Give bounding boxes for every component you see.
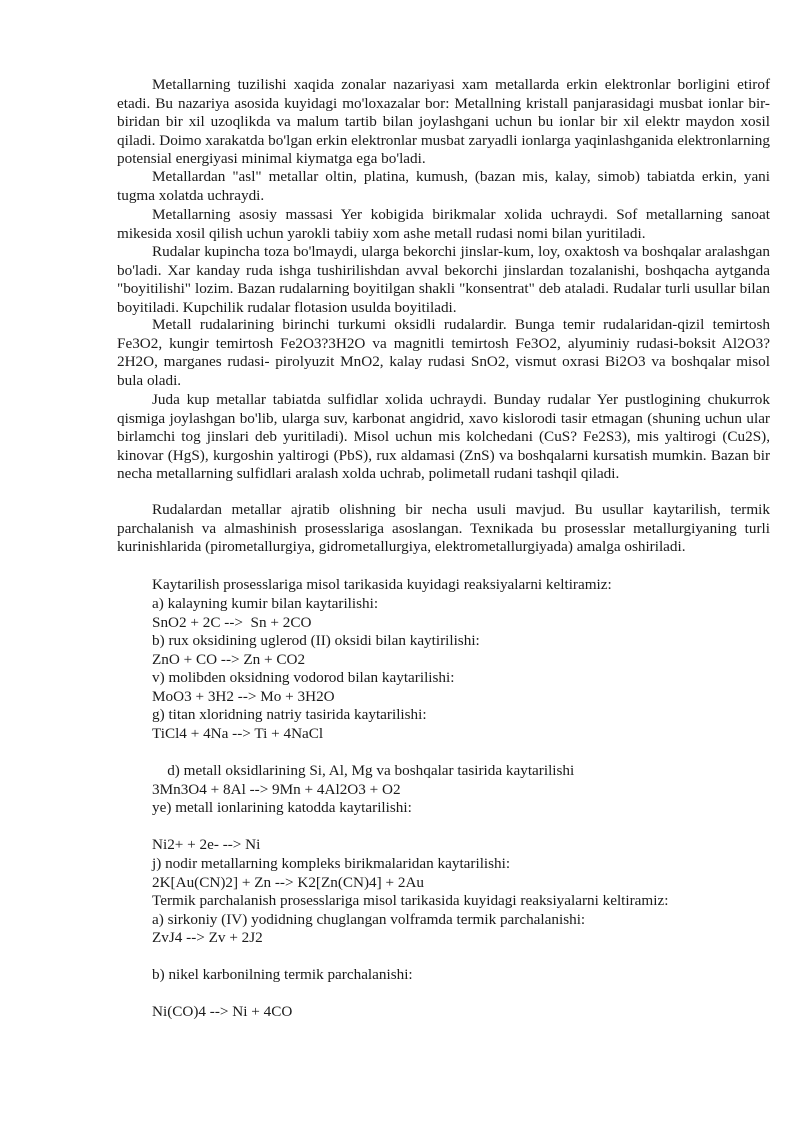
formula-line: 2K[Au(CN)2] + Zn --> K2[Zn(CN)4] + 2Au — [152, 874, 425, 891]
paragraph-7 — [117, 501, 770, 557]
formula-line: SnO2 + 2C --> Sn + 2CO — [152, 614, 312, 631]
paragraph-4 — [117, 243, 770, 317]
paragraph-5 — [117, 316, 770, 390]
paragraph-2 — [117, 168, 770, 205]
text-line: d) metall oksidlarining Si, Al, Mg va boshqalar tasirida kaytarilishi — [152, 762, 575, 779]
text-line: j) nodir metallarning kompleks birikmalaridan kaytarilishi: — [152, 855, 511, 872]
formula-line: TiCl4 + 4Na --> Ti + 4NaCl — [152, 725, 324, 742]
paragraph-text: Juda kup metallar tabiatda sulfidlar xolida uchraydi. Bunday rudalar Yer pustlogining chukurrok qismiga joylashgan bo'lib, ularga suv, karbonat angidrid, xavo kislorodi tasir etmagan (shuning uchun ular birlamchi tog jinslari deb yuritiladi). Misol uchun mis kolchedani (CuS? Fe2S3), mis yaltirogi (Cu2S), kinovar (HgS), kurgoshin yaltirogi (PbS), rux aldamasi (ZnS) va boshqalarni kursatish mumkin. Bazan bir necha metallarning sulfidlari aralash xolda uchrab, polimetall rudani tashqil qiladi. — [117, 391, 770, 482]
formula-line: MoO3 + 3H2 --> Mo + 3H2O — [152, 688, 335, 705]
text-line: Termik parchalanish prosesslariga misol tarikasida kuyidagi reaksiyalarni keltiramiz: — [152, 892, 669, 909]
text-line: Kaytarilish prosesslariga misol tarikasida kuyidagi reaksiyalarni keltiramiz: — [152, 576, 612, 593]
formula-line: Ni2+ + 2e- --> Ni — [152, 836, 261, 853]
paragraph-6 — [117, 391, 770, 484]
formula-line: Ni(CO)4 --> Ni + 4CO — [152, 1003, 293, 1020]
paragraph-3 — [117, 206, 770, 243]
text-line: a) sirkoniy (IV) yodidning chuglangan volframda termik parchalanishi: — [152, 911, 586, 928]
formula-line: ZvJ4 --> Zv + 2J2 — [152, 929, 263, 946]
paragraph-text: Rudalar kupincha toza bo'lmaydi, ularga bekorchi jinslar-kum, loy, oxaktosh va boshqalar aralashgan bo'ladi. Xar kanday ruda ishga tushirilishdan avval bekorchi jinslardan tozalanishi, boshqacha aytganda "boyitilishi" lozim. Bazan rudalarning boyitilgan shakli "konsentrat" deb ataladi. Rudalar turli usullar bilan boyitiladi. Kupchilik rudalar flotasion usulda boyitiladi. — [117, 243, 770, 316]
paragraph-text: Metall rudalarining birinchi turkumi oksidli rudalardir. Bunga temir rudalaridan-qizil temirtosh Fe3O2, kungir temirtosh Fe2O3?3H2O va magnitli temirtosh Fe3O2, alyuminiy rudasi-boksit Al2O3?2H2O, marganes rudasi- pirolyuzit MnO2, kalay rudasi SnO2, vismut oxrasi Bi2O3 va boshqalar misol bula oladi. — [117, 316, 770, 389]
formula-line: ZnO + CO --> Zn + CO2 — [152, 651, 306, 668]
formula-line: 3Mn3O4 + 8Al --> 9Mn + 4Al2O3 + O2 — [152, 781, 401, 798]
text-line: b) rux oksidining uglerod (II) oksidi bilan kaytirilishi: — [152, 632, 480, 649]
text-line: a) kalayning kumir bilan kaytarilishi: — [152, 595, 379, 612]
paragraph-text: Metallarning tuzilishi xaqida zonalar nazariyasi xam metallarda erkin elektronlar borligini etirof etadi. Bu nazariya asosida kuyidagi mo'loxazalar bor: Metallning kristall panjarasidagi musbat ionlar bir-biridan bir xil uzoqlikda va malum tartib bilan joylashgani uchun bu ionlar bir xil elektr maydon xosil qiladi. Doimo xarakatda bo'lgan erkin elektronlar musbat zaryadli ionlarga yaqinlashganida elektronlarning potensial energiyasi minimal kiymatga ega bo'ladi. — [117, 76, 770, 167]
text-line: v) molibden oksidning vodorod bilan kaytarilishi: — [152, 669, 455, 686]
paragraph-text: Rudalardan metallar ajratib olishning bir necha usuli mavjud. Bu usullar kaytarilish, termik parchalanish va almashinish prosesslariga asoslangan. Texnikada bu prosesslar metallurgiyaning turli kurinishlarida (pirometallurgiya, gidrometallurgiya, elektrometallurgiyada) amalga oshiriladi. — [117, 501, 770, 555]
text-line: ye) metall ionlarining katodda kaytarilishi: — [152, 799, 412, 816]
paragraph-1 — [117, 76, 770, 169]
text-line: g) titan xloridning natriy tasirida kaytarilishi: — [152, 706, 427, 723]
text-line: b) nikel karbonilning termik parchalanishi: — [152, 966, 413, 983]
paragraph-text: Metallarning asosiy massasi Yer kobigida birikmalar xolida uchraydi. Sof metallarning sanoat mikesida xosil qilish uchun yarokli tabiiy xom ashe metall rudasi nomi bilan yuritiladi. — [117, 206, 770, 242]
paragraph-text: Metallardan "asl" metallar oltin, platina, kumush, (bazan mis, kalay, simob) tabiatda erkin, yani tugma xolatda uchraydi. — [117, 168, 770, 204]
